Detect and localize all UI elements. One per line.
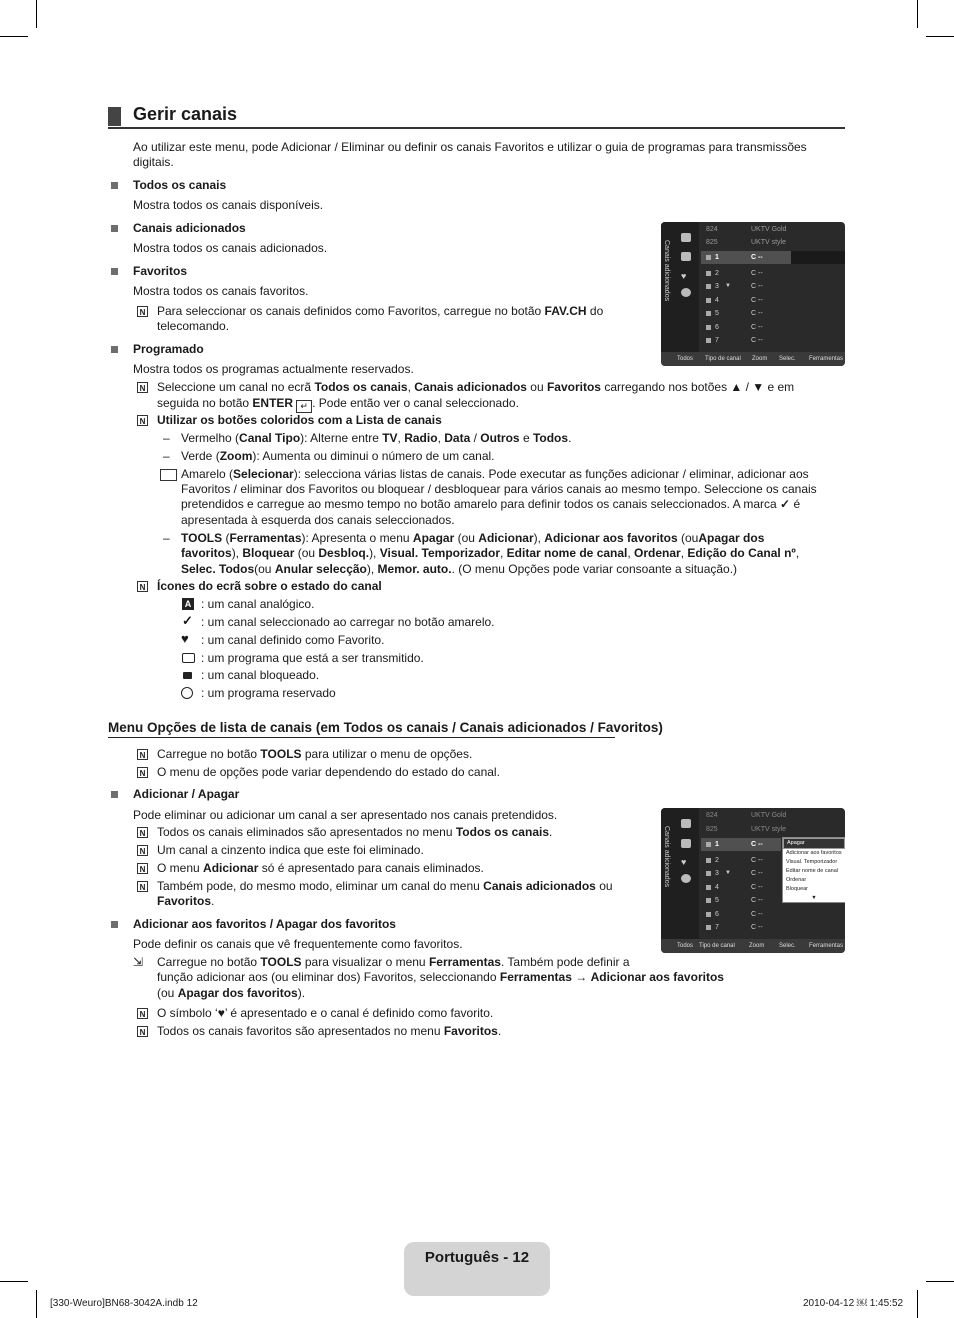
item-fav-title: Favoritos bbox=[133, 264, 188, 278]
tv-row: 3 ▼ C -- bbox=[701, 867, 845, 880]
item-fav-desc: Mostra todos os canais favoritos. bbox=[133, 284, 309, 298]
heart-icon: ♥ bbox=[681, 857, 687, 867]
intro-text: Ao utilizar este menu, pode Adicionar / Eliminar ou definir os canais Favoritos e utilizar o guia de programas para transmissões bbox=[133, 140, 807, 154]
popup-scroll-arrow[interactable]: ▼ bbox=[811, 895, 817, 901]
print-date-info: 2010-04-12 ￼ 1:45:52 bbox=[803, 1298, 904, 1309]
yellow-button-text-3: pretendidos e carregue ao mesmo tempo no botão amarelo para definir todos os canais seleccionados. A marca ✓ é bbox=[181, 497, 801, 511]
color-buttons-title: Utilizar os botões coloridos com a Lista de canais bbox=[157, 413, 442, 427]
add-delete-title: Adicionar / Apagar bbox=[133, 787, 240, 801]
bullet bbox=[111, 225, 118, 232]
fav-section-title: Adicionar aos favoritos / Apagar dos favoritos bbox=[133, 917, 396, 931]
icon-desc-analog: : um canal analógico. bbox=[201, 597, 315, 611]
tv-row: 6 C -- bbox=[701, 321, 845, 334]
yellow-box-icon bbox=[160, 469, 177, 481]
add-note-5: Favoritos. bbox=[157, 894, 215, 908]
add-note-4: Também pode, do mesmo modo, eliminar um canal do menu Canais adicionados ou bbox=[157, 879, 613, 893]
note-icon: N bbox=[137, 827, 148, 838]
tv-options-screenshot: Canais adicionados ♥ 824 UKTV Gold 825 UKTV style 1 C -- 2 C -- 3 ▼ C -- 4 C -- 5 C -- 6 C -- 7 C -- Apagar Adicionar aos favoritos Visual. Temporizador Editar nome de canal Ordenar Bloquear ▼ Todos Tipo de canal Zoom Selec. Ferramentas bbox=[661, 808, 845, 953]
tv-side-label: Canais adicionados bbox=[663, 240, 670, 302]
tv-row: 5 C -- bbox=[701, 894, 845, 907]
note-icon: N bbox=[137, 863, 148, 874]
select-note: Seleccione um canal no ecrã Todos os canais, Canais adicionados ou Favoritos carregando nos botões ▲ / ▼ e em bbox=[157, 380, 795, 394]
tools-text-2: favoritos), Bloquear (ou Desbloq.), Visual. Temporizador, Editar nome de canal, Ordenar, Edição do Canal nº, bbox=[181, 546, 800, 560]
enter-icon: ↵ bbox=[296, 400, 312, 413]
add-note-2: Um canal a cinzento indica que este foi eliminado. bbox=[157, 843, 424, 857]
lock-icon bbox=[183, 672, 192, 679]
tv-row-selected: 1 C -- bbox=[701, 838, 781, 851]
tools-note: Carregue no botão TOOLS para utilizar o menu de opções. bbox=[157, 747, 473, 761]
heart-icon: ♥ bbox=[681, 271, 687, 281]
note-icon: N bbox=[137, 415, 148, 426]
crop-mark bbox=[0, 1281, 28, 1282]
note-icon: N bbox=[137, 1026, 148, 1037]
red-button-text: Vermelho (Canal Tipo): Alterne entre TV, Radio, Data / Outros e Todos. bbox=[181, 431, 572, 445]
popup-item[interactable]: Ordenar bbox=[786, 877, 807, 883]
check-icon: ✓ bbox=[182, 613, 193, 628]
fav-step-1: Carregue no botão TOOLS para visualizar o menu Ferramentas. Também pode definir a bbox=[157, 955, 630, 969]
crop-mark bbox=[36, 1290, 37, 1318]
tv-row: 7 C -- bbox=[701, 921, 845, 934]
note-icon: N bbox=[137, 306, 148, 317]
analog-icon: A bbox=[182, 598, 194, 610]
tv-row: 3 ▼ C -- bbox=[701, 280, 845, 293]
added-channels-icon bbox=[681, 252, 691, 261]
note-icon: N bbox=[137, 749, 148, 760]
print-file-info: [330-Weuro]BN68-3042A.indb 12 bbox=[50, 1298, 198, 1309]
tools-key-icon: ⇲ bbox=[133, 955, 144, 969]
schedule-icon bbox=[681, 874, 691, 883]
icon-desc-selected: : um canal seleccionado ao carregar no botão amarelo. bbox=[201, 615, 495, 629]
item-adic-title: Canais adicionados bbox=[133, 221, 246, 235]
item-todos-desc: Mostra todos os canais disponíveis. bbox=[133, 198, 324, 212]
fav-step-2: função adicionar aos (ou eliminar dos) Favoritos, seleccionando Ferramentas → Adicionar aos favoritos bbox=[157, 970, 724, 984]
note-icon: N bbox=[137, 1008, 148, 1019]
item-todos-title: Todos os canais bbox=[133, 178, 227, 192]
tv-side-label: Canais adicionados bbox=[663, 826, 670, 888]
all-channels-icon bbox=[681, 233, 691, 242]
icon-desc-favorite: : um canal definido como Favorito. bbox=[201, 633, 385, 647]
section-underline bbox=[108, 737, 615, 738]
tv-row: 4 C -- bbox=[701, 881, 845, 894]
tv-channel-list-screenshot: Canais adicionados ♥ 824 UKTV Gold 825 UKTV style 1 C -- 2 C -- 3 ▼ C -- 4 C -- 5 C -- 6 C -- 7 C -- Todos Tipo de canal Zoom Selec. Ferramentas bbox=[661, 222, 845, 366]
tv-footer: Todos Tipo de canal Zoom Selec. Ferramentas bbox=[661, 352, 845, 366]
page-number: Português - 12 bbox=[424, 1249, 530, 1266]
tv-row-selected: 1 C -- bbox=[701, 251, 791, 264]
schedule-icon bbox=[681, 288, 691, 297]
note-icon: N bbox=[137, 881, 148, 892]
green-button-text: Verde (Zoom): Aumenta ou diminui o número de um canal. bbox=[181, 449, 495, 463]
item-prog-desc: Mostra todos os programas actualmente reservados. bbox=[133, 362, 414, 376]
tv-row: 6 C -- bbox=[701, 908, 845, 921]
options-note: O menu de opções pode variar dependendo do estado do canal. bbox=[157, 765, 500, 779]
add-delete-desc: Pode eliminar ou adicionar um canal a ser apresentado nos canais pretendidos. bbox=[133, 808, 558, 822]
fav-note-symbol: O símbolo ‘♥’ é apresentado e o canal é definido como favorito. bbox=[157, 1006, 494, 1020]
fav-note-menu: Todos os canais favoritos são apresentados no menu Favoritos. bbox=[157, 1024, 502, 1038]
title-bar-marker bbox=[108, 107, 121, 126]
bullet bbox=[111, 182, 118, 189]
tools-text-3: Selec. Todos(ou Anular selecção), Memor. auto.. (O menu Opções pode variar consoante a situação.) bbox=[181, 562, 738, 576]
note-icon: N bbox=[137, 767, 148, 778]
crop-mark bbox=[917, 0, 918, 28]
select-note-2: seguida no botão ENTER ↵ . Pode então ver o canal seleccionado. bbox=[157, 396, 519, 411]
tv-row: 7 C -- bbox=[701, 334, 845, 347]
tools-text: TOOLS (Ferramentas): Apresenta o menu Apagar (ou Adicionar), Adicionar aos favoritos (ouApagar dos bbox=[181, 531, 765, 545]
intro-text-2: digitais. bbox=[133, 155, 174, 169]
item-adic-desc: Mostra todos os canais adicionados. bbox=[133, 241, 328, 255]
fav-note: Para seleccionar os canais definidos como Favoritos, carregue no botão FAV.CH do bbox=[157, 304, 604, 318]
icons-title: Ícones do ecrã sobre o estado do canal bbox=[157, 579, 382, 593]
note-icon: N bbox=[137, 581, 148, 592]
heart-icon: ♥ bbox=[217, 1006, 225, 1020]
popup-item[interactable]: Visual. Temporizador bbox=[786, 859, 838, 865]
heart-icon: ♥ bbox=[181, 631, 189, 646]
tools-popup-menu bbox=[782, 837, 845, 903]
crop-mark bbox=[917, 1290, 918, 1318]
popup-item[interactable]: Bloquear bbox=[786, 886, 809, 892]
yellow-button-text-2: Favoritos / eliminar dos Favoritos ou bloquear / desbloquear para vários canais ao mesmo tempo. Seleccione os canais bbox=[181, 482, 817, 496]
tv-footer: Todos Tipo de canal Zoom Selec. Ferramentas bbox=[661, 939, 845, 953]
yellow-button-text-4: apresentada à esquerda dos canais seleccionados. bbox=[181, 513, 455, 527]
note-icon: N bbox=[137, 382, 148, 393]
fav-section-desc: Pode definir os canais que vê frequentemente como favoritos. bbox=[133, 937, 463, 951]
added-channels-icon bbox=[681, 839, 691, 848]
icon-desc-reserved: : um programa reservado bbox=[201, 686, 336, 700]
crop-mark bbox=[926, 1281, 954, 1282]
fav-step-3: (ou Apagar dos favoritos). bbox=[157, 986, 306, 1000]
bullet bbox=[111, 268, 118, 275]
fav-note-2: telecomando. bbox=[157, 319, 230, 333]
title-rule bbox=[108, 127, 845, 129]
popup-item[interactable]: Apagar bbox=[783, 838, 845, 849]
add-note-1: Todos os canais eliminados são apresentados no menu Todos os canais. bbox=[157, 825, 553, 839]
popup-item[interactable]: Adicionar aos favoritos bbox=[786, 850, 842, 856]
clock-icon bbox=[181, 687, 193, 699]
page-title: Gerir canais bbox=[133, 104, 238, 124]
tv-row: 5 C -- bbox=[701, 307, 845, 320]
check-icon: ✓ bbox=[780, 497, 791, 511]
icon-desc-locked: : um canal bloqueado. bbox=[201, 668, 320, 682]
add-note-3: O menu Adicionar só é apresentado para canais eliminados. bbox=[157, 861, 484, 875]
bullet bbox=[111, 921, 118, 928]
crop-mark bbox=[926, 36, 954, 37]
crop-mark bbox=[36, 0, 37, 28]
yellow-button-text: Amarelo (Selecionar): selecciona várias listas de canais. Pode executar as funções adicionar / eliminar, adicionar aos bbox=[181, 467, 809, 481]
tv-row: 2 C -- bbox=[701, 854, 845, 867]
tv-row: 2 C -- bbox=[701, 267, 845, 280]
tv-row: 4 C -- bbox=[701, 294, 845, 307]
bullet bbox=[111, 791, 118, 798]
section-title: Menu Opções de lista de canais (em Todos os canais / Canais adicionados / Favoritos) bbox=[108, 720, 663, 735]
all-channels-icon bbox=[681, 819, 691, 828]
icon-desc-live: : um programa que está a ser transmitido. bbox=[201, 651, 424, 665]
note-icon: N bbox=[137, 845, 148, 856]
bullet bbox=[111, 346, 118, 353]
popup-item[interactable]: Editar nome de canal bbox=[786, 868, 838, 874]
tv-icon bbox=[182, 653, 195, 663]
crop-mark bbox=[0, 36, 28, 37]
item-prog-title: Programado bbox=[133, 342, 204, 356]
